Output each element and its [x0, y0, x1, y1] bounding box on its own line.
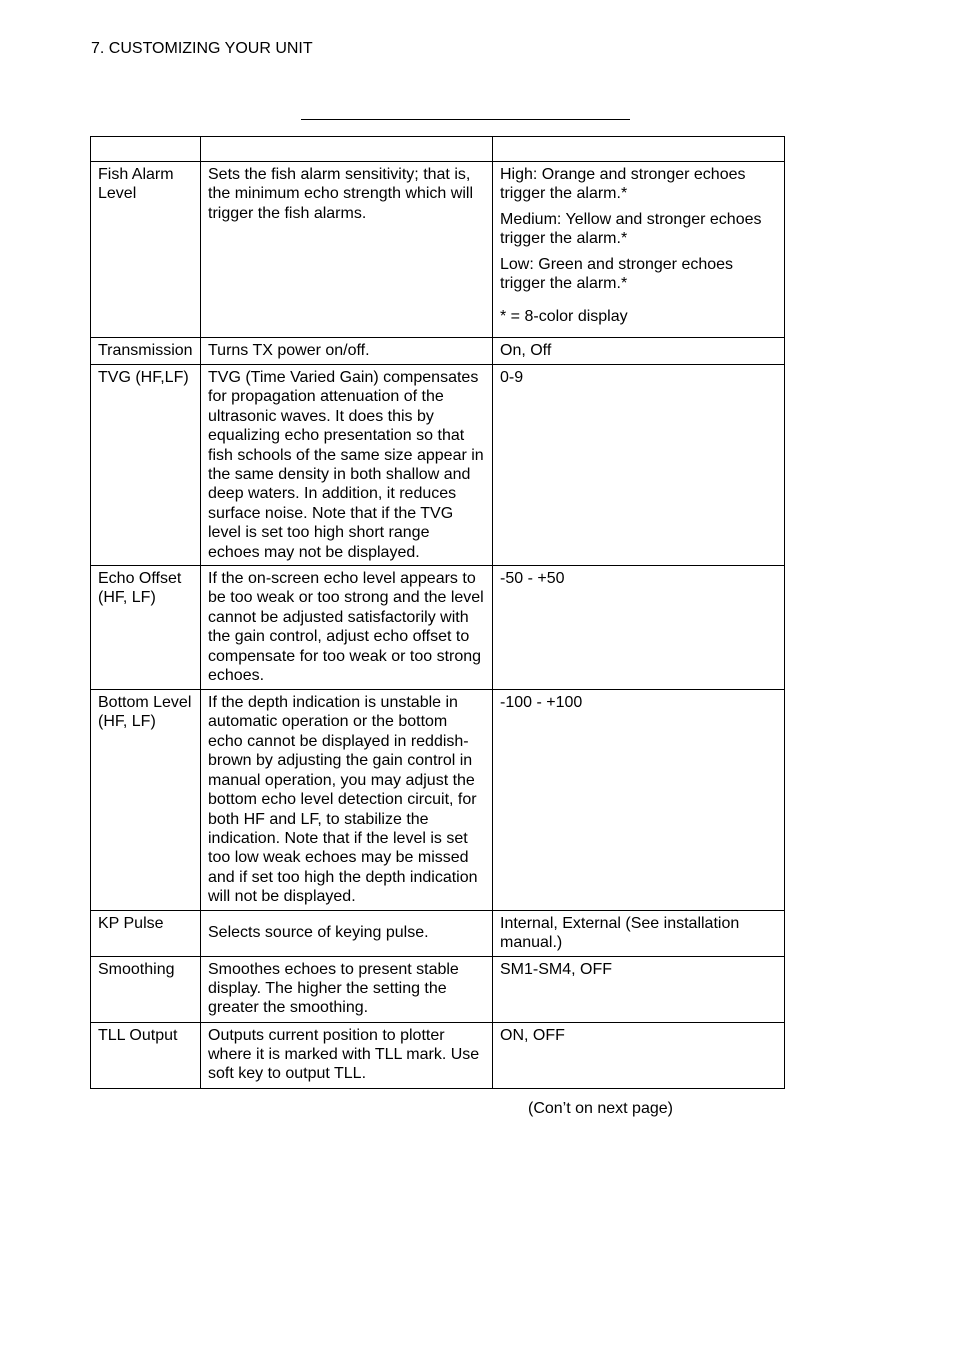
- options-cell: -50 - +50: [493, 566, 785, 690]
- option-text: Low: Green and stronger echoes trigger the alarm.*: [500, 255, 734, 293]
- description-cell: Turns TX power on/off.: [201, 338, 493, 365]
- table-row: [91, 690, 785, 910]
- item-cell: TLL Output: [91, 1022, 201, 1088]
- description-cell: If the depth indication is unstable in automatic operation or the bottom echo cannot be displayed in reddish-brown by adjusting the gain control in manual operation, you may adjust the bottom echo level detection circuit, for both HF and LF, to stabilize the indication. Note that if the level is set too low weak echoes may be missed and if set too high the depth indication will not be displayed.: [201, 690, 493, 910]
- item-cell: Echo Offset (HF, LF): [91, 566, 201, 690]
- options-cell: ON, OFF: [493, 1022, 785, 1088]
- description-cell: [201, 910, 493, 956]
- table-header-row: [91, 137, 785, 162]
- item-cell: TVG (HF,LF): [91, 365, 201, 566]
- options-cell: [493, 162, 785, 338]
- item-cell: Smoothing: [91, 956, 201, 1022]
- item-cell: Transmission: [91, 338, 201, 365]
- item-cell: KP Pulse: [91, 910, 201, 956]
- description-cell: If the on-screen echo level appears to be too weak or too strong and the level cannot be adjusted satisfactorily with the gain control, adjust echo offset to compensate for too weak or too strong echoes.: [201, 566, 493, 690]
- description-cell: TVG (Time Varied Gain) compensates for propagation attenuation of the ultrasonic waves. It does this by equalizing echo presentation so that fish schools of the same size appear in the same density in both shallow and deep waters. In addition, it reduces surface noise. Note that if the TVG level is set too high short range echoes may not be displayed.: [201, 365, 493, 566]
- header-cell-description: [201, 137, 493, 162]
- table-row: [91, 910, 785, 956]
- description-cell: Sets the fish alarm sensitivity; that is, the minimum echo strength which will trigger the fish alarms.: [201, 162, 493, 338]
- description-cell: Outputs current position to plotter where it is marked with TLL mark. Use soft key to output TLL.: [201, 1022, 493, 1088]
- option-text: High: Orange and stronger echoes trigger the alarm.*: [500, 166, 746, 203]
- option-footnote: * = 8-color display: [500, 308, 628, 326]
- table-row: [91, 365, 785, 566]
- options-cell: SM1-SM4, OFF: [493, 956, 785, 1022]
- description-cell: Smoothes echoes to present stable display. The higher the setting the greater the smoothing.: [201, 956, 493, 1022]
- page-header: 7. CUSTOMIZING YOUR UNIT: [91, 40, 313, 57]
- table-row: [91, 956, 785, 1022]
- options-cell: 0-9: [493, 365, 785, 566]
- table-row: [91, 162, 785, 338]
- options-cell: Internal, External (See installation manual.): [493, 910, 785, 956]
- menu-settings-table: [90, 136, 785, 1089]
- description-text: Selects source of keying pulse.: [208, 924, 429, 942]
- item-cell: Bottom Level (HF, LF): [91, 690, 201, 910]
- table-row: [91, 1022, 785, 1088]
- item-cell: Fish Alarm Level: [91, 162, 201, 338]
- options-cell: -100 - +100: [493, 690, 785, 910]
- option-text: Medium: Yellow and stronger echoes trigger the alarm.*: [500, 210, 762, 248]
- header-cell-item: [91, 137, 201, 162]
- table-row: [91, 566, 785, 690]
- table-row: [91, 338, 785, 365]
- options-cell: On, Off: [493, 338, 785, 365]
- continued-note: (Con’t on next page): [528, 1100, 673, 1117]
- header-cell-options: [493, 137, 785, 162]
- title-rule: [301, 119, 630, 120]
